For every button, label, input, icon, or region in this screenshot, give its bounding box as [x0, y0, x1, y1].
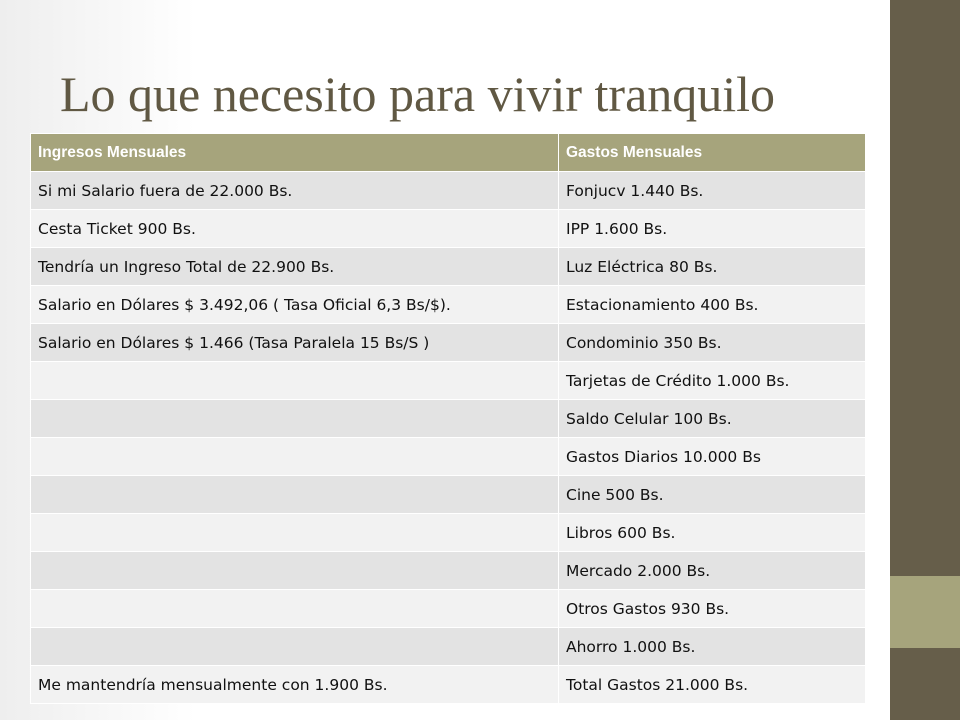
expense-cell: Tarjetas de Crédito 1.000 Bs.: [559, 362, 866, 400]
table-row: [31, 476, 866, 514]
expense-cell: Gastos Diarios 10.000 Bs: [559, 438, 866, 476]
table-row: [31, 628, 866, 666]
decorative-side-accent: [890, 576, 960, 648]
expense-cell: Fonjucv 1.440 Bs.: [559, 172, 866, 210]
expense-cell: Condominio 350 Bs.: [559, 324, 866, 362]
table-row: [31, 514, 866, 552]
income-cell: [31, 628, 559, 666]
income-cell: Salario en Dólares $ 1.466 (Tasa Paralela 15 Bs/S ): [31, 324, 559, 362]
expense-cell: Cine 500 Bs.: [559, 476, 866, 514]
table-row: [31, 400, 866, 438]
income-cell: Cesta Ticket 900 Bs.: [31, 210, 559, 248]
table-row: [31, 438, 866, 476]
expense-cell: Mercado 2.000 Bs.: [559, 552, 866, 590]
income-cell: [31, 476, 559, 514]
income-cell: [31, 514, 559, 552]
income-cell: [31, 590, 559, 628]
table-row: [31, 362, 866, 400]
table-row: [31, 248, 866, 286]
expense-cell: Libros 600 Bs.: [559, 514, 866, 552]
income-cell: Salario en Dólares $ 3.492,06 ( Tasa Oficial 6,3 Bs/$).: [31, 286, 559, 324]
expense-cell: Total Gastos 21.000 Bs.: [559, 666, 866, 704]
table-row: [31, 210, 866, 248]
table-row: [31, 590, 866, 628]
table-body: [31, 172, 866, 704]
income-cell: [31, 438, 559, 476]
table-row: [31, 552, 866, 590]
expense-cell: Estacionamiento 400 Bs.: [559, 286, 866, 324]
income-cell: [31, 552, 559, 590]
income-cell: [31, 400, 559, 438]
income-cell: Si mi Salario fuera de 22.000 Bs.: [31, 172, 559, 210]
budget-table: [30, 133, 866, 704]
expense-cell: Otros Gastos 930 Bs.: [559, 590, 866, 628]
income-cell: Tendría un Ingreso Total de 22.900 Bs.: [31, 248, 559, 286]
expense-cell: Ahorro 1.000 Bs.: [559, 628, 866, 666]
table-header-row: [31, 134, 866, 172]
header-ingresos: Ingresos Mensuales: [31, 134, 559, 172]
income-cell: Me mantendría mensualmente con 1.900 Bs.: [31, 666, 559, 704]
income-cell: [31, 362, 559, 400]
table-row: [31, 172, 866, 210]
table-row: [31, 286, 866, 324]
expense-cell: IPP 1.600 Bs.: [559, 210, 866, 248]
header-gastos: Gastos Mensuales: [559, 134, 866, 172]
table-row: [31, 666, 866, 704]
expense-cell: Luz Eléctrica 80 Bs.: [559, 248, 866, 286]
expense-cell: Saldo Celular 100 Bs.: [559, 400, 866, 438]
table-row: [31, 324, 866, 362]
slide-title: Lo que necesito para vivir tranquilo: [60, 66, 776, 122]
